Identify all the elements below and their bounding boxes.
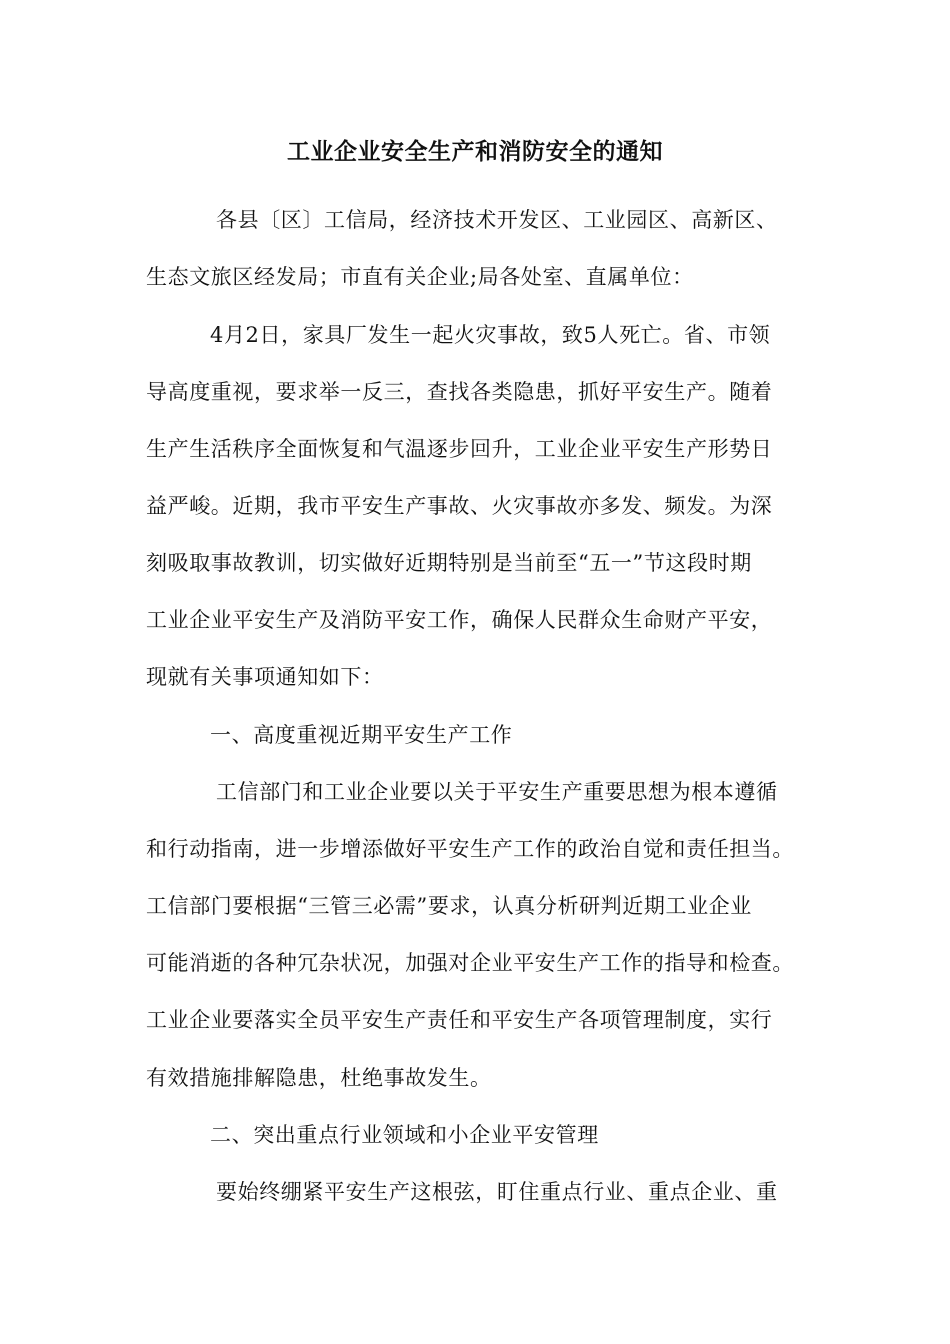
paragraph-line: 生态文旅区经发局；市直有关企业;局各处室、直属单位： xyxy=(146,265,694,289)
paragraph-line: 现就有关事项通知如下： xyxy=(146,665,384,689)
paragraph-line: 工业企业要落实全员平安生产责任和平安生产各项管理制度，实行 xyxy=(146,1008,773,1032)
document-title: 工业企业安全生产和消防安全的通知 xyxy=(287,138,663,165)
paragraph-line: 导高度重视，要求举一反三，查找各类隐患，抓好平安生产。随着 xyxy=(146,380,773,404)
paragraph-line: 和行动指南，进一步增添做好平安生产工作的政治自觉和责任担当。 xyxy=(146,837,794,861)
paragraph-line: 刻吸取事故教训，切实做好近期特别是当前至“五一”节这段时期 xyxy=(146,551,752,575)
paragraph-line: 各县〔区〕工信局，经济技术开发区、工业园区、高新区、 xyxy=(216,208,778,232)
paragraph-line: 益严峻。近期，我市平安生产事故、火灾事故亦多发、频发。为深 xyxy=(146,494,773,518)
paragraph-line: 工信部门要根据“三管三必需”要求，认真分析研判近期工业企业 xyxy=(146,894,752,918)
section-heading: 二、突出重点行业领域和小企业平安管理 xyxy=(210,1123,599,1147)
paragraph-line: 4月2日，家具厂发生一起火灾事故，致5人死亡。省、市领 xyxy=(210,323,771,347)
paragraph-line: 生产生活秩序全面恢复和气温逐步回升，工业企业平安生产形势日 xyxy=(146,437,773,461)
paragraph-line: 工信部门和工业企业要以关于平安生产重要思想为根本遵循 xyxy=(216,780,778,804)
paragraph-line: 工业企业平安生产及消防平安工作，确保人民群众生命财产平安， xyxy=(146,608,773,632)
section-heading: 一、高度重视近期平安生产工作 xyxy=(210,723,513,747)
paragraph-line: 可能消逝的各种冗杂状况，加强对企业平安生产工作的指导和检查。 xyxy=(146,951,794,975)
paragraph-line: 要始终绷紧平安生产这根弦，盯住重点行业、重点企业、重 xyxy=(216,1180,778,1204)
paragraph-line: 有效措施排解隐患，杜绝事故发生。 xyxy=(146,1066,492,1090)
